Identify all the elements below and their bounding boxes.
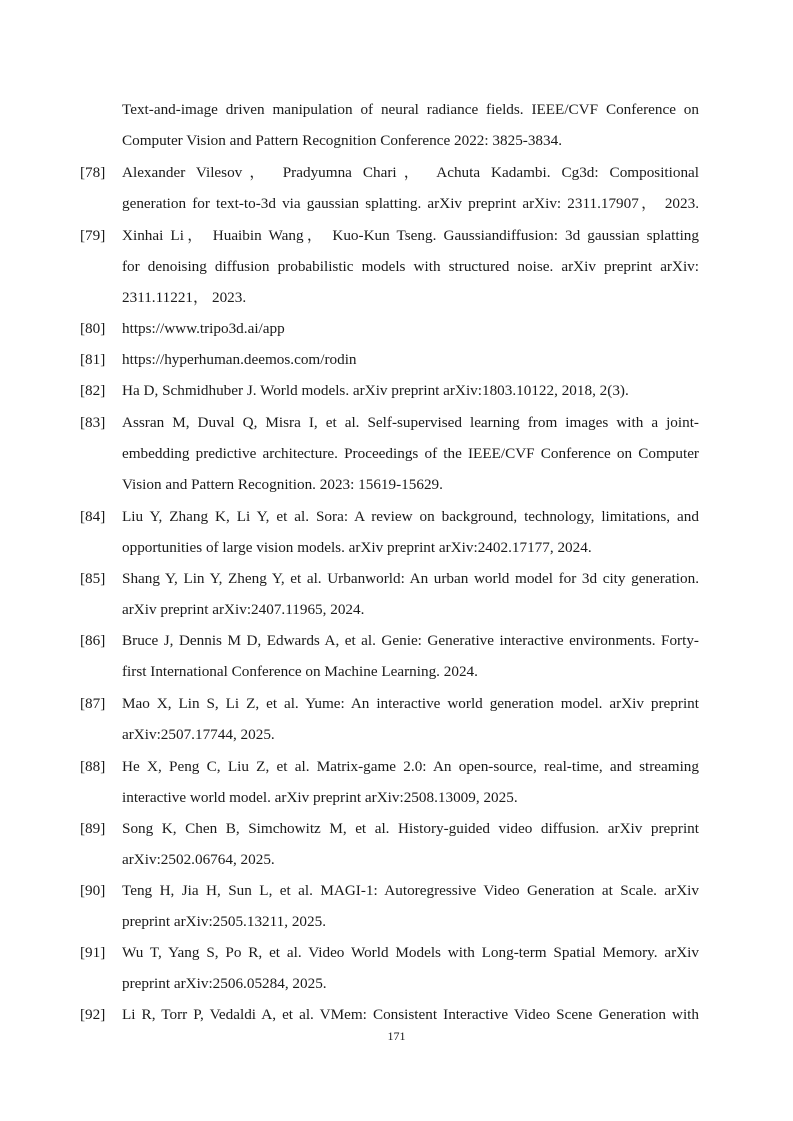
- reference-line: preprint arXiv:2506.05284, 2025.: [122, 975, 327, 992]
- reference-line: Li R, Torr P, Vedaldi A, et al. VMem: Consistent Interactive Video Scene Generation with: [122, 1006, 699, 1023]
- reference-number: [86]: [80, 632, 106, 649]
- reference-line: Bruce J, Dennis M D, Edwards A, et al. Genie: Generative interactive environments. Forty-: [122, 632, 699, 649]
- reference-number: [79]: [80, 227, 106, 244]
- reference-number: [84]: [80, 508, 106, 525]
- reference-link: https://hyperhuman.deemos.com/rodin: [122, 351, 357, 368]
- reference-line: for denoising diffusion probabilistic models with structured noise. arXiv preprint arXiv:: [122, 258, 699, 275]
- reference-line: first International Conference on Machine Learning. 2024.: [122, 663, 478, 680]
- reference-number: [91]: [80, 944, 106, 961]
- reference-line: He X, Peng C, Liu Z, et al. Matrix-game 2.0: An open-source, real-time, and streaming: [122, 758, 699, 775]
- reference-number: [80]: [80, 320, 106, 337]
- reference-line: arXiv:2507.17744, 2025.: [122, 726, 275, 743]
- reference-line: Text-and-image driven manipulation of neural radiance fields. IEEE/CVF Conference on: [122, 101, 699, 118]
- reference-line: Alexander Vilesov， Pradyumna Chari， Achuta Kadambi. Cg3d: Compositional: [122, 164, 699, 181]
- reference-line: Teng H, Jia H, Sun L, et al. MAGI-1: Autoregressive Video Generation at Scale. arXiv: [122, 882, 699, 899]
- reference-number: [82]: [80, 382, 106, 399]
- reference-number: [83]: [80, 414, 106, 431]
- reference-line: Wu T, Yang S, Po R, et al. Video World Models with Long-term Spatial Memory. arXiv: [122, 944, 699, 961]
- reference-line: Assran M, Duval Q, Misra I, et al. Self-supervised learning from images with a joint-: [122, 414, 699, 431]
- reference-number: [89]: [80, 820, 106, 837]
- reference-line: Ha D, Schmidhuber J. World models. arXiv preprint arXiv:1803.10122, 2018, 2(3).: [122, 382, 629, 399]
- reference-line: preprint arXiv:2505.13211, 2025.: [122, 913, 327, 930]
- reference-line: Liu Y, Zhang K, Li Y, et al. Sora: A review on background, technology, limitations, and: [122, 508, 699, 525]
- reference-number: [88]: [80, 758, 106, 775]
- reference-line: Xinhai Li， Huaibin Wang， Kuo-Kun Tseng. Gaussiandiffusion: 3d gaussian splatting: [122, 227, 699, 244]
- reference-line: arXiv preprint arXiv:2407.11965, 2024.: [122, 601, 365, 618]
- reference-number: [81]: [80, 351, 106, 368]
- reference-line: 2311.11221， 2023.: [122, 289, 247, 306]
- reference-number: [78]: [80, 164, 106, 181]
- reference-line: embedding predictive architecture. Proceedings of the IEEE/CVF Conference on Computer: [122, 445, 699, 462]
- reference-line: Computer Vision and Pattern Recognition Conference 2022: 3825-3834.: [122, 132, 563, 149]
- reference-link: https://www.tripo3d.ai/app: [122, 320, 285, 337]
- page-number: 171: [387, 1029, 406, 1043]
- reference-number: [87]: [80, 695, 106, 712]
- reference-line: Song K, Chen B, Simchowitz M, et al. History-guided video diffusion. arXiv preprint: [122, 820, 699, 837]
- reference-line: generation for text-to-3d via gaussian splatting. arXiv preprint arXiv: 2311.17907， 2023.: [122, 195, 699, 212]
- reference-number: [92]: [80, 1006, 106, 1023]
- reference-line: opportunities of large vision models. arXiv preprint arXiv:2402.17177, 2024.: [122, 539, 592, 556]
- reference-line: arXiv:2502.06764, 2025.: [122, 851, 275, 868]
- reference-number: [90]: [80, 882, 106, 899]
- reference-line: interactive world model. arXiv preprint arXiv:2508.13009, 2025.: [122, 789, 518, 806]
- reference-line: Vision and Pattern Recognition. 2023: 15619-15629.: [122, 476, 443, 493]
- reference-line: Mao X, Lin S, Li Z, et al. Yume: An interactive world generation model. arXiv preprint: [122, 695, 699, 712]
- reference-number: [85]: [80, 570, 106, 587]
- reference-line: Shang Y, Lin Y, Zheng Y, et al. Urbanworld: An urban world model for 3d city generation.: [122, 570, 699, 587]
